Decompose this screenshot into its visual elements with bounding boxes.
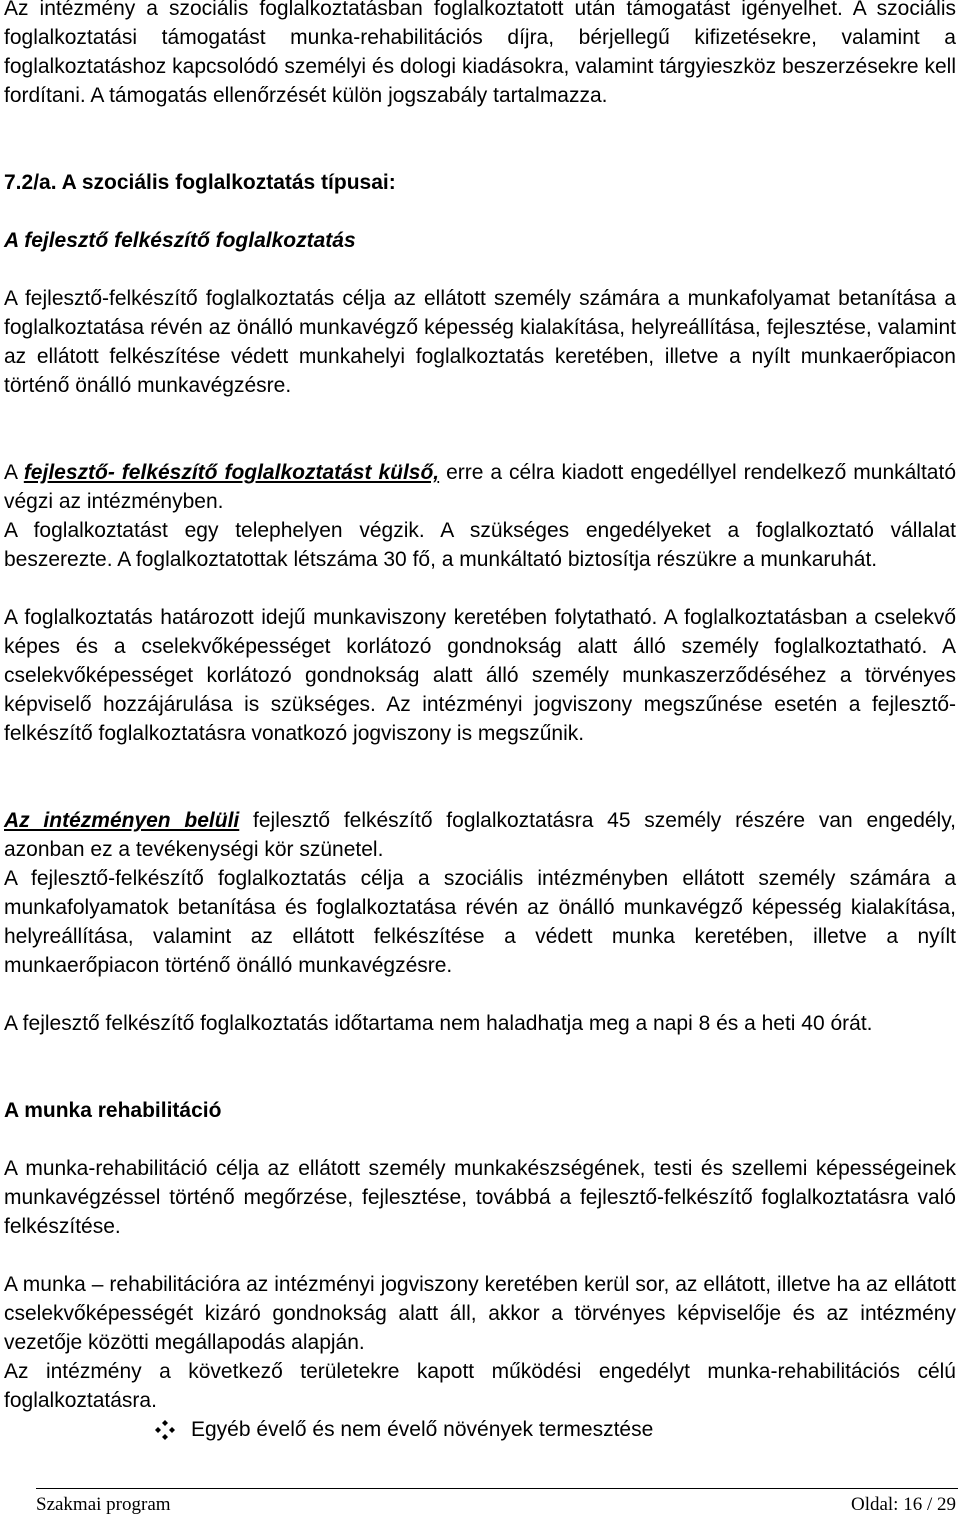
paragraph-belul-celja: A fejlesztő-felkészítő foglalkoztatás célja a szociális intézményben ellátott személy számára a munkafolyamatok betanítása és foglalkoztatása révén az önálló munkavégző képesség kialakítása, helyreállítása, valamint az ellátott felkészítése a védett munka keretében, illetve a nyílt munkaerőpiacon történő önálló munkavégzésre. xyxy=(4,867,956,977)
footer-page-total: 29 xyxy=(937,1494,956,1515)
footer-title: Szakmai program xyxy=(36,1494,171,1515)
paragraph-hatarozott: A foglalkoztatás határozott idejű munkaviszony keretében folytatható. A foglalkoztatásban a cselekvő képes és a cselekvőképességet korlátozó gondnokság alatt álló személy foglalkoztatható. A cselekvőképességet korlátozó gondnokság alatt álló személy munkaszerződéséhez a törvényes képviselő hozzájárulása is szükséges. Az intézményi jogviszony megszűnése esetén a fejlesztő-felkészítő foglalkoztatásra vonatkozó jogviszony is megszűnik. xyxy=(4,606,956,745)
paragraph-belul xyxy=(4,806,956,864)
bullet-item-text: Egyéb évelő és nem évelő növények termesztése xyxy=(191,1418,654,1441)
footer-page-label: Oldal: xyxy=(850,1494,904,1515)
footer-page-number xyxy=(851,1494,956,1516)
paragraph-fejleszto-celja: A fejlesztő-felkészítő foglalkoztatás célja az ellátott személy számára a munkafolyamat betanítása a foglalkoztatása révén az önálló munkavégző képesség kialakítása, helyreállítása, fejlesztése, valamint az ellátott felkészítése védett munkahelyi foglalkoztatás keretében, illetve a nyílt munkaerőpiacon történő önálló munkavégzésre. xyxy=(4,287,956,397)
paragraph-kulso-emphasis: fejlesztő- felkészítő foglalkoztatást külső, xyxy=(23,461,440,484)
footer-page-current: 16 xyxy=(903,1494,923,1515)
paragraph-kulso xyxy=(4,458,956,516)
paragraph-teruletek: Az intézmény a következő területekre kapott működési engedélyt munka-rehabilitációs célú foglalkoztatásra. xyxy=(4,1360,956,1412)
subheading-fejleszto: A fejlesztő felkészítő foglalkoztatás xyxy=(4,229,356,252)
intro-paragraph: Az intézmény a szociális foglalkoztatásban foglalkoztatott után támogatást igényelhet. A szociális foglalkoztatási támogatást munka-rehabilitációs díjra, bérjellegű kifizetésekre, valamint a foglalkoztatáshoz kapcsolódó személyi és dologi kiadásokra, valamint tárgyieszköz beszerzésekre kell fordítani. A támogatás ellenőrzését külön jogszabály tartalmazza. xyxy=(4,0,956,107)
paragraph-rehab-celja: A munka-rehabilitáció célja az ellátott személy munkakészségének, testi és szellemi képességeinek munkavégzéssel történő megőrzése, fejlesztése, továbbá a fejlesztő-felkészítő foglalkoztatásra való felkészítése. xyxy=(4,1157,956,1238)
subheading-rehab: A munka rehabilitáció xyxy=(4,1099,222,1122)
four-diamond-bullet-icon xyxy=(155,1420,175,1440)
paragraph-telephely: A foglalkoztatást egy telephelyen végzik. A szükséges engedélyeket a foglalkoztató vállalat beszerezte. A foglalkoztatottak létszáma 30 fő, a munkáltató biztosítja részükre a munkaruhát. xyxy=(4,519,956,571)
section-heading: 7.2/a. A szociális foglalkoztatás típusai: xyxy=(4,171,396,194)
bullet-list-item xyxy=(155,1415,653,1444)
paragraph-belul-emphasis: Az intézményen belüli xyxy=(4,809,240,832)
footer-page-separator: / xyxy=(922,1494,937,1515)
paragraph-rehab-jogviszony: A munka – rehabilitációra az intézményi jogviszony keretében kerül sor, az ellátott, illetve ha az ellátott cselekvőképességét kizáró gondnokság alatt áll, akkor a törvényes képviselője és az intézmény vezetője közötti megállapodás alapján. xyxy=(4,1273,956,1354)
paragraph-kulso-prefix: A xyxy=(4,461,24,484)
paragraph-idotartam: A fejlesztő felkészítő foglalkoztatás időtartama nem haladhatja meg a napi 8 és a heti 40 órát. xyxy=(4,1012,873,1035)
paragraph-belul-rest: fejlesztő felkészítő foglalkoztatásra 45 személy részére van engedély, azonban ez a tevékenységi kör szünetel. xyxy=(4,809,957,861)
footer-rule xyxy=(36,1488,958,1489)
paragraph-kulso-rest: erre a célra kiadott engedéllyel rendelkező munkáltató végzi az intézményben. xyxy=(4,461,956,513)
